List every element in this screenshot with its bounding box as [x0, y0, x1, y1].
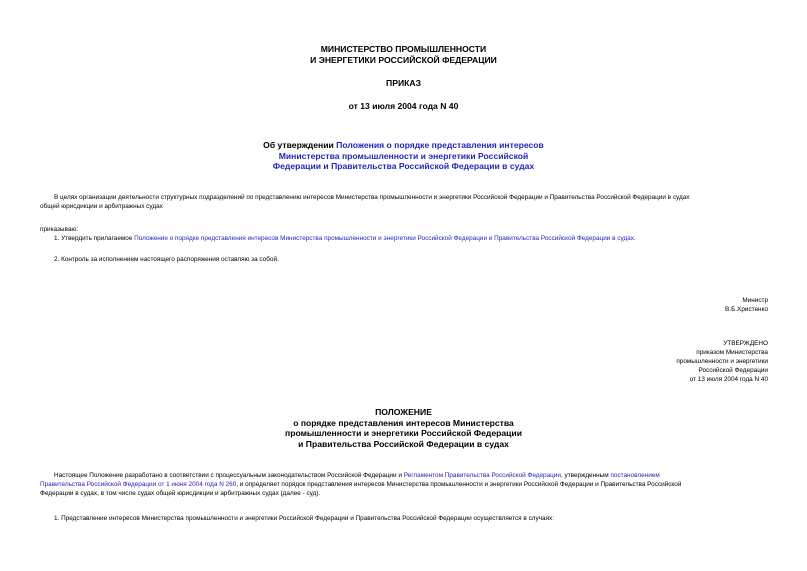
prikazyvayu-text: приказываю:	[40, 226, 78, 233]
approval-block	[676, 339, 768, 384]
reg-p1-text-c: , и определяет порядок представления интересов Министерства промышленности и энергетики Российской Федерации и Правительства Российской	[236, 481, 682, 488]
intro-line-2: общей юрисдикции и арбитражных судах	[40, 203, 163, 210]
regulation-link-line-3[interactable]: Федерации и Правительства Российской Федерации в судах	[272, 161, 535, 171]
regulation-link-line-2[interactable]: Министерства промышленности и энергетики Российской	[278, 150, 529, 161]
regulation-title: ПОЛОЖЕНИЕ	[375, 407, 432, 417]
government-regulations-link[interactable]: Регламентом Правительства Российской Федерации	[403, 472, 561, 479]
reg-p1-line-3: Федерации в судах, в том числе судах общей юрисдикции и арбитражных судах (далее - суд).	[40, 490, 321, 497]
approval-line-4: Российской Федерации	[698, 367, 768, 374]
intro-paragraph	[40, 193, 768, 211]
ministry-heading	[0, 44, 807, 65]
resolution-link-part-2[interactable]: Правительства Российской Федерации от 1 июня 2004 года N 260	[40, 481, 237, 488]
reg-p1-line-2	[40, 480, 768, 489]
signature-name: В.Б.Христенко	[725, 306, 768, 313]
approval-line-5: от 13 июля 2004 года N 40	[689, 376, 768, 383]
order-item-1	[54, 234, 768, 243]
regulation-subtitle-1: о порядке представления интересов Министерства	[293, 417, 514, 428]
item-1-regulation-link[interactable]: Положение о порядке представления интересов Министерства промышленности и энергетики Российской Федерации и Правительства Российской Федерации в судах.	[134, 235, 636, 242]
approval-line-2: приказом Министерства	[696, 349, 768, 356]
approval-line-1: УТВЕРЖДЕНО	[723, 340, 768, 347]
approval-line-3: промышленности и энергетики	[676, 358, 768, 365]
order-date: от 13 июля 2004 года N 40	[348, 101, 459, 111]
signature-title: Министр	[742, 297, 768, 304]
subject-prefix: Об утверждении	[263, 140, 337, 150]
resolution-link-part-1[interactable]: постановлением	[610, 472, 660, 479]
reg-p1-text-a: Настоящее Положение разработано в соответствии с процессуальным законодательством Российской Федерации и	[54, 472, 404, 479]
ministry-line-2: И ЭНЕРГЕТИКИ РОССИЙСКОЙ ФЕДЕРАЦИИ	[310, 54, 497, 65]
regulation-subtitle-2: промышленности и энергетики Российской Федерации	[285, 428, 522, 438]
regulation-paragraph-2: 1. Представление интересов Министерства промышленности и энергетики Российской Федерации и Правительства Российской Федерации осуществляется в случаях:	[54, 515, 555, 522]
regulation-subtitle-3: и Правительства Российской Федерации в судах	[298, 438, 509, 449]
reg-p1-text-b: , утвержденным	[560, 472, 611, 479]
order-item-2: 2. Контроль за исполнением настоящего распоряжения оставляю за собой.	[54, 256, 279, 263]
ministry-line-1: МИНИСТЕРСТВО ПРОМЫШЛЕННОСТИ	[320, 44, 487, 54]
regulation-link-line-1[interactable]: Положения о порядке представления интересов	[336, 140, 544, 150]
intro-line-1: В целях организации деятельности структурных подразделений по представлению интересов Министерства промышленности и энергетики Российской Федерации и Правительства Российской Федерации в судах	[54, 194, 690, 201]
regulation-paragraph-1	[40, 471, 768, 498]
reg-p1-line-1	[40, 471, 768, 480]
regulation-heading	[0, 407, 807, 449]
signature-block	[725, 296, 768, 314]
order-title: ПРИКАЗ	[386, 78, 421, 88]
order-subject	[0, 140, 807, 172]
item-1-prefix: 1. Утвердить прилагаемое	[54, 235, 135, 242]
